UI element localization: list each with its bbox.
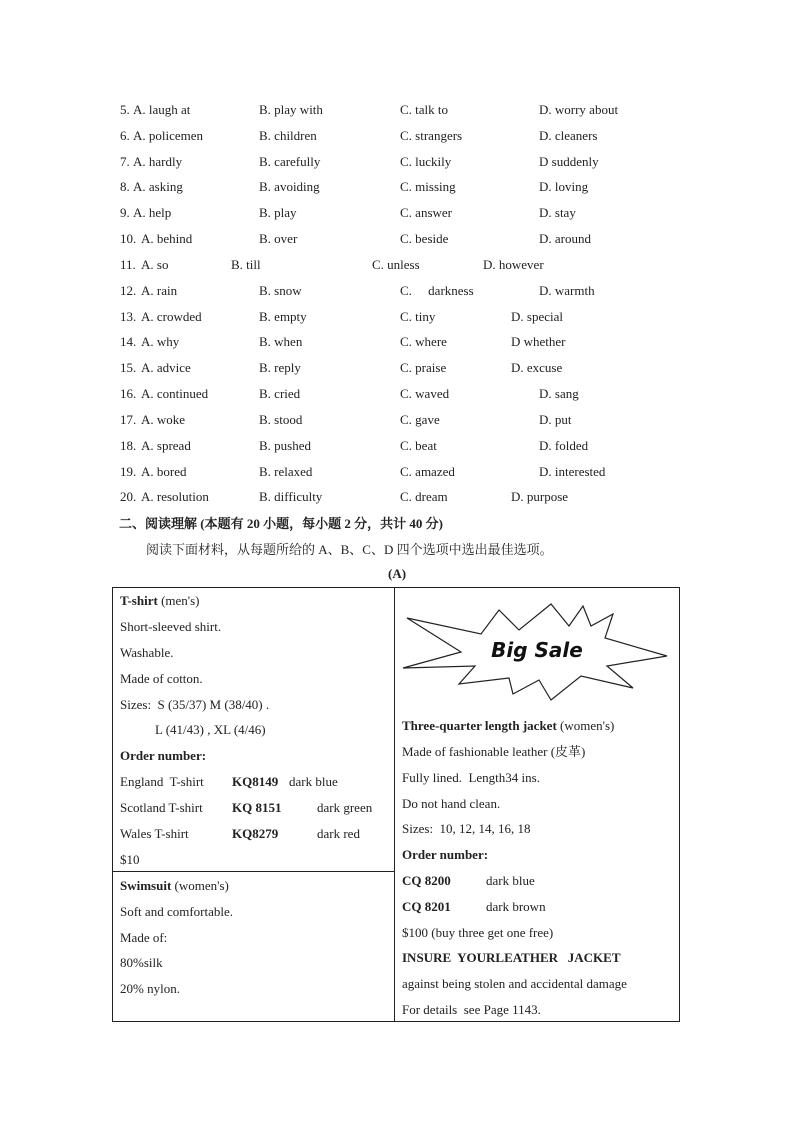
jacket-price: $100 (buy three get one free) <box>402 925 554 940</box>
swimsuit-desc: 20% nylon. <box>120 981 180 996</box>
question-number: 12. <box>120 283 137 298</box>
question-number: 9. <box>120 205 130 220</box>
question-row <box>0 282 794 302</box>
option-b: B. carefully <box>259 154 321 169</box>
order-item-code: CQ 8201 <box>402 899 451 914</box>
option-b: B. avoiding <box>259 179 320 194</box>
option-a: A. help <box>133 205 172 220</box>
option-c: C. beside <box>400 231 449 246</box>
option-c: C. answer <box>400 205 452 220</box>
option-d: D. excuse <box>511 360 563 375</box>
option-b: B. empty <box>259 309 307 324</box>
tshirt-heading <box>120 592 200 610</box>
tshirt-order-label: Order number: <box>120 748 207 763</box>
tshirt-name: T-shirt <box>120 593 158 608</box>
option-a: A. policemen <box>133 128 204 143</box>
option-d: D. interested <box>539 464 606 479</box>
question-row <box>0 437 794 457</box>
jacket-heading <box>402 717 614 735</box>
tshirt-desc: Short-sleeved shirt. <box>120 619 222 634</box>
option-c: C. beat <box>400 438 437 453</box>
swimsuit-gender: (women's) <box>171 878 229 893</box>
option-a: A. resolution <box>141 489 209 504</box>
tshirt-desc: Made of cotton. <box>120 671 203 686</box>
option-d: D. folded <box>539 438 589 453</box>
question-row <box>0 256 794 276</box>
option-a: A. woke <box>141 412 186 427</box>
option-c: C. waved <box>400 386 450 401</box>
tshirt-desc: Washable. <box>120 645 174 660</box>
option-d: D. cleaners <box>539 128 598 143</box>
tshirt-sizes: L (41/43) , XL (4/46) <box>155 722 266 737</box>
question-row <box>0 463 794 483</box>
question-number: 7. <box>120 154 130 169</box>
option-c: C. talk to <box>400 102 449 117</box>
order-item-color: dark red <box>317 826 360 841</box>
option-d: D suddenly <box>539 154 599 169</box>
option-d: D. put <box>539 412 572 427</box>
question-number: 19. <box>120 464 137 479</box>
swimsuit-heading <box>120 877 229 895</box>
option-b: B. play <box>259 205 297 220</box>
question-row <box>0 127 794 147</box>
jacket-sizes: Sizes: 10, 12, 14, 16, 18 <box>402 821 531 836</box>
option-c: C. praise <box>400 360 447 375</box>
option-d: D. purpose <box>511 489 569 504</box>
swimsuit-desc: 80%silk <box>120 955 163 970</box>
section-title: 二、阅读理解 (本题有 20 小题，每小题 2 分，共计 40 分) <box>119 516 443 531</box>
question-number: 14. <box>120 334 137 349</box>
question-number: 18. <box>120 438 137 453</box>
swimsuit-desc: Soft and comfortable. <box>120 904 233 919</box>
order-item-code: CQ 8200 <box>402 873 451 888</box>
column-divider <box>394 588 395 1021</box>
option-b: B. play with <box>259 102 323 117</box>
order-item-code: KQ8149 <box>232 774 279 789</box>
option-d: D. special <box>511 309 563 324</box>
jacket-desc: Fully lined. Length34 ins. <box>402 770 540 785</box>
order-item-code: KQ 8151 <box>232 800 282 815</box>
option-c: C. gave <box>400 412 440 427</box>
question-number: 13. <box>120 309 137 324</box>
option-c: C. where <box>400 334 447 349</box>
option-a: A. continued <box>141 386 209 401</box>
option-c: C. unless <box>372 257 420 272</box>
tshirt-sizes: Sizes: S (35/37) M (38/40) . <box>120 697 270 712</box>
question-number: 11. <box>120 257 136 272</box>
option-b: B. children <box>259 128 317 143</box>
option-b: B. reply <box>259 360 301 375</box>
question-row <box>0 333 794 353</box>
order-item-name: Wales T-shirt <box>120 826 189 841</box>
order-item-color: dark blue <box>486 873 535 888</box>
swimsuit-name: Swimsuit <box>120 878 172 893</box>
order-item-color: dark blue <box>289 774 338 789</box>
option-a: A. why <box>141 334 180 349</box>
option-d: D. however <box>483 257 544 272</box>
question-row <box>0 204 794 224</box>
option-a: A. advice <box>141 360 191 375</box>
option-a: A. crowded <box>141 309 202 324</box>
option-c: C. luckily <box>400 154 452 169</box>
option-d: D whether <box>511 334 566 349</box>
option-d: D. loving <box>539 179 589 194</box>
option-d: D. worry about <box>539 102 619 117</box>
question-row <box>0 385 794 405</box>
option-b: B. cried <box>259 386 301 401</box>
row-divider <box>113 871 394 872</box>
option-a: A. rain <box>141 283 178 298</box>
option-a: A. asking <box>133 179 183 194</box>
order-item-name: Scotland T-shirt <box>120 800 203 815</box>
option-a: A. bored <box>141 464 187 479</box>
question-row <box>0 153 794 173</box>
jacket-desc: Do not hand clean. <box>402 796 501 811</box>
question-row <box>0 230 794 250</box>
question-row <box>0 411 794 431</box>
instruction-text: 阅读下面材料，从每题所给的 A、B、C、D 四个选项中选出最佳选项。 <box>146 542 553 557</box>
option-a: A. behind <box>141 231 193 246</box>
order-item-color: dark green <box>317 800 373 815</box>
option-b: B. stood <box>259 412 303 427</box>
option-a: A. so <box>141 257 169 272</box>
option-a: A. spread <box>141 438 191 453</box>
option-c: C. dream <box>400 489 448 504</box>
question-number: 17. <box>120 412 137 427</box>
option-b: B. when <box>259 334 303 349</box>
question-number: 20. <box>120 489 137 504</box>
option-b: B. pushed <box>259 438 311 453</box>
option-a: A. laugh at <box>133 102 191 117</box>
question-number: 16. <box>120 386 137 401</box>
option-c: C. amazed <box>400 464 455 479</box>
question-row <box>0 178 794 198</box>
ad-table <box>112 587 680 1022</box>
question-number: 10. <box>120 231 137 246</box>
option-b: B. relaxed <box>259 464 313 479</box>
option-b: B. over <box>259 231 298 246</box>
option-c: C. darkness <box>400 283 474 298</box>
jacket-details: For details see Page 1143. <box>402 1002 541 1017</box>
question-number: 5. <box>120 102 130 117</box>
jacket-name: Three-quarter length jacket <box>402 718 557 733</box>
jacket-desc: Made of fashionable leather (皮革) <box>402 744 586 759</box>
option-c: C. missing <box>400 179 456 194</box>
tshirt-gender: (men's) <box>157 593 200 608</box>
jacket-order-label: Order number: <box>402 847 489 862</box>
option-d: D. sang <box>539 386 579 401</box>
passage-label: (A) <box>388 566 407 581</box>
big-sale-text: Big Sale <box>491 638 583 662</box>
option-b: B. difficulty <box>259 489 323 504</box>
question-row <box>0 308 794 328</box>
tshirt-price: $10 <box>120 852 140 867</box>
option-d: D. stay <box>539 205 576 220</box>
option-c: C. tiny <box>400 309 436 324</box>
option-b: B. till <box>231 257 261 272</box>
option-d: D. around <box>539 231 591 246</box>
swimsuit-desc: Made of: <box>120 930 168 945</box>
question-row <box>0 101 794 121</box>
option-c: C. strangers <box>400 128 463 143</box>
option-d: D. warmth <box>539 283 595 298</box>
option-a: A. hardly <box>133 154 183 169</box>
order-item-color: dark brown <box>486 899 546 914</box>
question-number: 15. <box>120 360 137 375</box>
jacket-insure-detail: against being stolen and accidental damage <box>402 976 627 991</box>
question-row <box>0 359 794 379</box>
order-item-code: KQ8279 <box>232 826 279 841</box>
jacket-insure: INSURE YOURLEATHER JACKET <box>402 950 621 965</box>
jacket-gender: (women's) <box>556 718 615 733</box>
question-number: 6. <box>120 128 130 143</box>
question-row <box>0 488 794 508</box>
question-number: 8. <box>120 179 130 194</box>
option-b: B. snow <box>259 283 302 298</box>
order-item-name: England T-shirt <box>120 774 204 789</box>
